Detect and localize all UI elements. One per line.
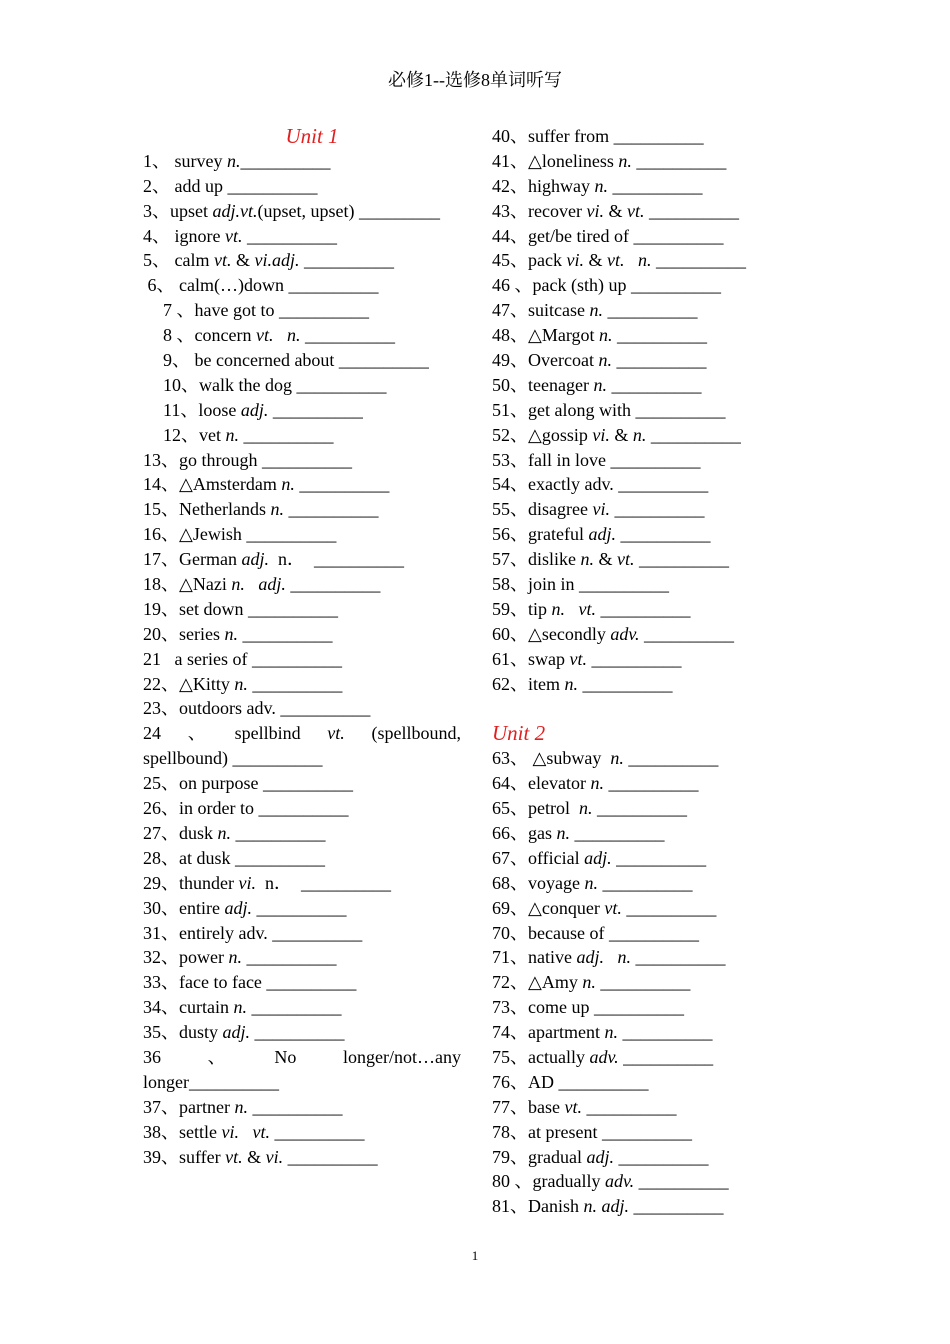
list-item-wrap: 36 、 No longer/not…any (143, 1046, 461, 1067)
list-item: 80 、gradually adv. __________ (492, 1171, 729, 1192)
list-item: 3、upset adj.vt.(upset, upset) _________ (143, 200, 440, 221)
list-item: 67、official adj. __________ (492, 847, 707, 868)
list-item: 72、△Amy n. __________ (492, 972, 691, 993)
list-item: 16、△Jewish __________ (143, 524, 337, 545)
list-item: 75、actually adv. __________ (492, 1046, 714, 1067)
list-item: 20、series n. __________ (143, 623, 333, 644)
list-item: 25、on purpose __________ (143, 773, 353, 794)
list-item: 33、face to face __________ (143, 972, 357, 993)
list-item: 34、curtain n. __________ (143, 997, 342, 1018)
page-title: 必修1--选修8单词听写 (388, 70, 562, 90)
list-item: 26、in order to __________ (143, 798, 349, 819)
list-item: 69、△conquer vt. __________ (492, 897, 717, 918)
list-item: 30、entire adj. __________ (143, 897, 347, 918)
list-item: 5、 calm vt. & vi.adj. __________ (143, 250, 394, 271)
list-item: 81、Danish n. adj. __________ (492, 1196, 724, 1217)
list-item: 45、pack vi. & vt. n. __________ (492, 250, 746, 271)
list-item: 32、power n. __________ (143, 947, 337, 968)
list-item: 42、highway n. __________ (492, 175, 703, 196)
list-item: 2、 add up __________ (143, 175, 318, 196)
list-item: 14、△Amsterdam n. __________ (143, 474, 390, 495)
list-item: 7 、have got to __________ (163, 300, 369, 321)
list-item: 39、suffer vt. & vi. __________ (143, 1146, 378, 1167)
right-list-unit1 (492, 124, 810, 696)
list-item: 28、at dusk __________ (143, 847, 325, 868)
list-item: 56、grateful adj. __________ (492, 524, 711, 545)
unit1-heading: Unit 1 (285, 124, 339, 148)
left-list-a (143, 149, 461, 721)
list-item: 35、dusty adj. __________ (143, 1022, 345, 1043)
list-item: 58、join in __________ (492, 574, 670, 595)
list-item: 38、settle vi. vt. __________ (143, 1121, 365, 1142)
list-item: 52、△gossip vi. & n. __________ (492, 424, 741, 445)
list-item: 41、△loneliness n. __________ (492, 150, 727, 171)
list-item: 8 、concern vt. n. __________ (163, 325, 395, 346)
list-item: 68、voyage n. __________ (492, 872, 693, 893)
list-item: 54、exactly adv. __________ (492, 474, 709, 495)
list-item: 11、loose adj. __________ (163, 399, 363, 420)
list-item: 74、apartment n. __________ (492, 1022, 713, 1043)
list-item: 10、walk the dog __________ (163, 374, 387, 395)
list-item-wrap: 24 、 spellbind vt. (spellbound, (143, 723, 461, 744)
page-number: 1 (471, 1248, 479, 1263)
list-item: 43、recover vi. & vt. __________ (492, 200, 739, 221)
list-item: 4、 ignore vt. __________ (143, 225, 337, 246)
list-item: 77、base vt. __________ (492, 1096, 677, 1117)
list-item-wrap-cont: spellbound) __________ (143, 748, 323, 769)
list-item: 40、suffer from __________ (492, 126, 704, 146)
list-item: 49、Overcoat n. __________ (492, 350, 707, 371)
list-item: 71、native adj. n. __________ (492, 947, 726, 968)
list-item: 65、petrol n. __________ (492, 798, 687, 819)
list-item: 27、dusk n. __________ (143, 822, 326, 843)
list-item: 63、 △subway n. __________ (492, 748, 719, 769)
list-item: 70、because of __________ (492, 922, 699, 943)
list-item: 1、 survey n.__________ (143, 150, 331, 171)
list-item: 6、 calm(…)down __________ (143, 275, 379, 296)
unit2-heading: Unit 2 (492, 721, 546, 746)
list-item: 64、elevator n. __________ (492, 773, 699, 794)
list-item-wrap-cont: longer__________ (143, 1071, 279, 1092)
list-item: 48、△Margot n. __________ (492, 325, 708, 346)
list-item: 46 、pack (sth) up __________ (492, 275, 721, 296)
list-item: 55、disagree vi. __________ (492, 499, 705, 520)
list-item: 15、Netherlands n. __________ (143, 499, 379, 520)
list-item: 23、outdoors adv. __________ (143, 698, 371, 719)
right-column (492, 124, 810, 1219)
list-item: 47、suitcase n. __________ (492, 300, 698, 321)
left-column (143, 124, 461, 1169)
left-list-c (143, 1095, 461, 1170)
list-item: 76、AD __________ (492, 1071, 649, 1092)
list-item: 79、gradual adj. __________ (492, 1146, 709, 1167)
list-item: 31、entirely adv. __________ (143, 922, 363, 943)
list-item: 19、set down __________ (143, 598, 338, 619)
list-item: 37、partner n. __________ (143, 1096, 343, 1117)
list-item: 44、get/be tired of __________ (492, 225, 724, 246)
list-item: 73、come up __________ (492, 997, 684, 1018)
list-item: 17、German adj. n． __________ (143, 549, 404, 570)
list-item: 51、get along with __________ (492, 399, 726, 420)
list-item: 78、at present __________ (492, 1121, 692, 1142)
list-item: 57、dislike n. & vt. __________ (492, 549, 730, 570)
list-item: 22、△Kitty n. __________ (143, 673, 343, 694)
list-item: 66、gas n. __________ (492, 822, 665, 843)
list-item: 12、vet n. __________ (163, 424, 334, 445)
list-item: 9、 be concerned about __________ (163, 350, 429, 371)
list-item: 21 a series of __________ (143, 648, 342, 669)
right-list-unit2 (492, 746, 810, 1219)
left-list-b (143, 771, 461, 1045)
list-item: 60、△secondly adv. __________ (492, 623, 734, 644)
list-item: 29、thunder vi. n． __________ (143, 872, 391, 893)
list-item: 53、fall in love __________ (492, 449, 701, 470)
list-item: 50、teenager n. __________ (492, 374, 702, 395)
list-item: 61、swap vt. __________ (492, 648, 682, 669)
list-item: 59、tip n. vt. __________ (492, 598, 691, 619)
list-item: 13、go through __________ (143, 449, 352, 470)
list-item: 62、item n. __________ (492, 673, 673, 694)
list-item: 18、△Nazi n. adj. __________ (143, 574, 381, 595)
